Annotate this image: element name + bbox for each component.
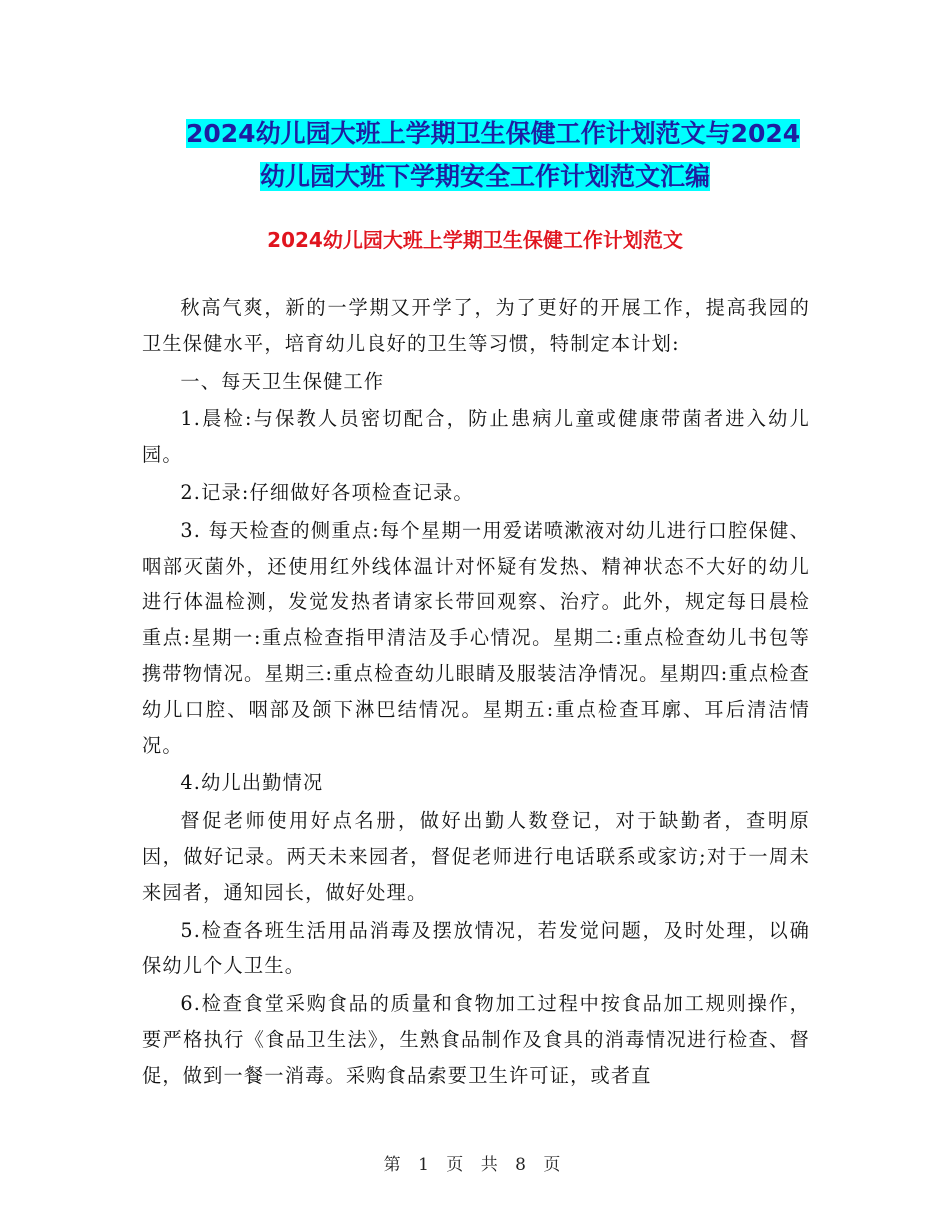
page-footer: 第 1 页 共 8 页 — [383, 1155, 567, 1175]
paragraph: 督促老师使用好点名册，做好出勤人数登记，对于缺勤者，查明原因，做好记录。两天未来园者，督促老师进行电话联系或家访;对于一周未来园者，通知园长，做好处理。 — [142, 809, 810, 904]
paragraph: 1.晨检:与保教人员密切配合，防止患病儿童或健康带菌者进入幼儿园。 — [142, 407, 810, 467]
paragraph: 秋高气爽，新的一学期又开学了，为了更好的开展工作，提高我园的卫生保健水平，培育幼儿良好的卫生等习惯，特制定本计划: — [142, 296, 810, 355]
document-body — [142, 290, 810, 1096]
section-title: 2024幼儿园大班上学期卫生保健工作计划范文 — [267, 228, 683, 252]
document-title-line-1: 2024幼儿园大班上学期卫生保健工作计划范文与2024 — [186, 119, 801, 148]
paragraph: 5.检查各班生活用品消毒及摆放情况，若发觉问题，及时处理，以确保幼儿个人卫生。 — [142, 918, 810, 978]
paragraph: 4.幼儿出勤情况 — [180, 771, 324, 795]
document-title — [180, 112, 820, 198]
paragraph: 2.记录:仔细做好各项检查记录。 — [180, 480, 474, 504]
document-title-line-2: 幼儿园大班下学期安全工作计划范文汇编 — [260, 162, 711, 191]
paragraph: 6.检查食堂采购食品的质量和食物加工过程中按食品加工规则操作，要严格执行《食品卫生法》，生熟食品制作及食具的消毒情况进行检查、督促，做到一餐一消毒。采购食品索要卫生许可证，或者直 — [142, 992, 810, 1087]
paragraph: 3. 每天检查的侧重点:每个星期一用爱诺喷漱液对幼儿进行口腔保健、咽部灭菌外，还使用红外线体温计对怀疑有发热、精神状态不大好的幼儿进行体温检测，发觉发热者请家长带回观察、治疗。此外，规定每日晨检重点:星期一:重点检查指甲清洁及手心情况。星期二:重点检查幼儿书包等携带物情况。星期三:重点检查幼儿眼睛及服装洁净情况。星期四:重点检查幼儿口腔、咽部及颌下淋巴结情况。星期五:重点检查耳廓、耳后清洁情况。 — [142, 518, 810, 757]
paragraph: 一、每天卫生保健工作 — [180, 369, 385, 393]
